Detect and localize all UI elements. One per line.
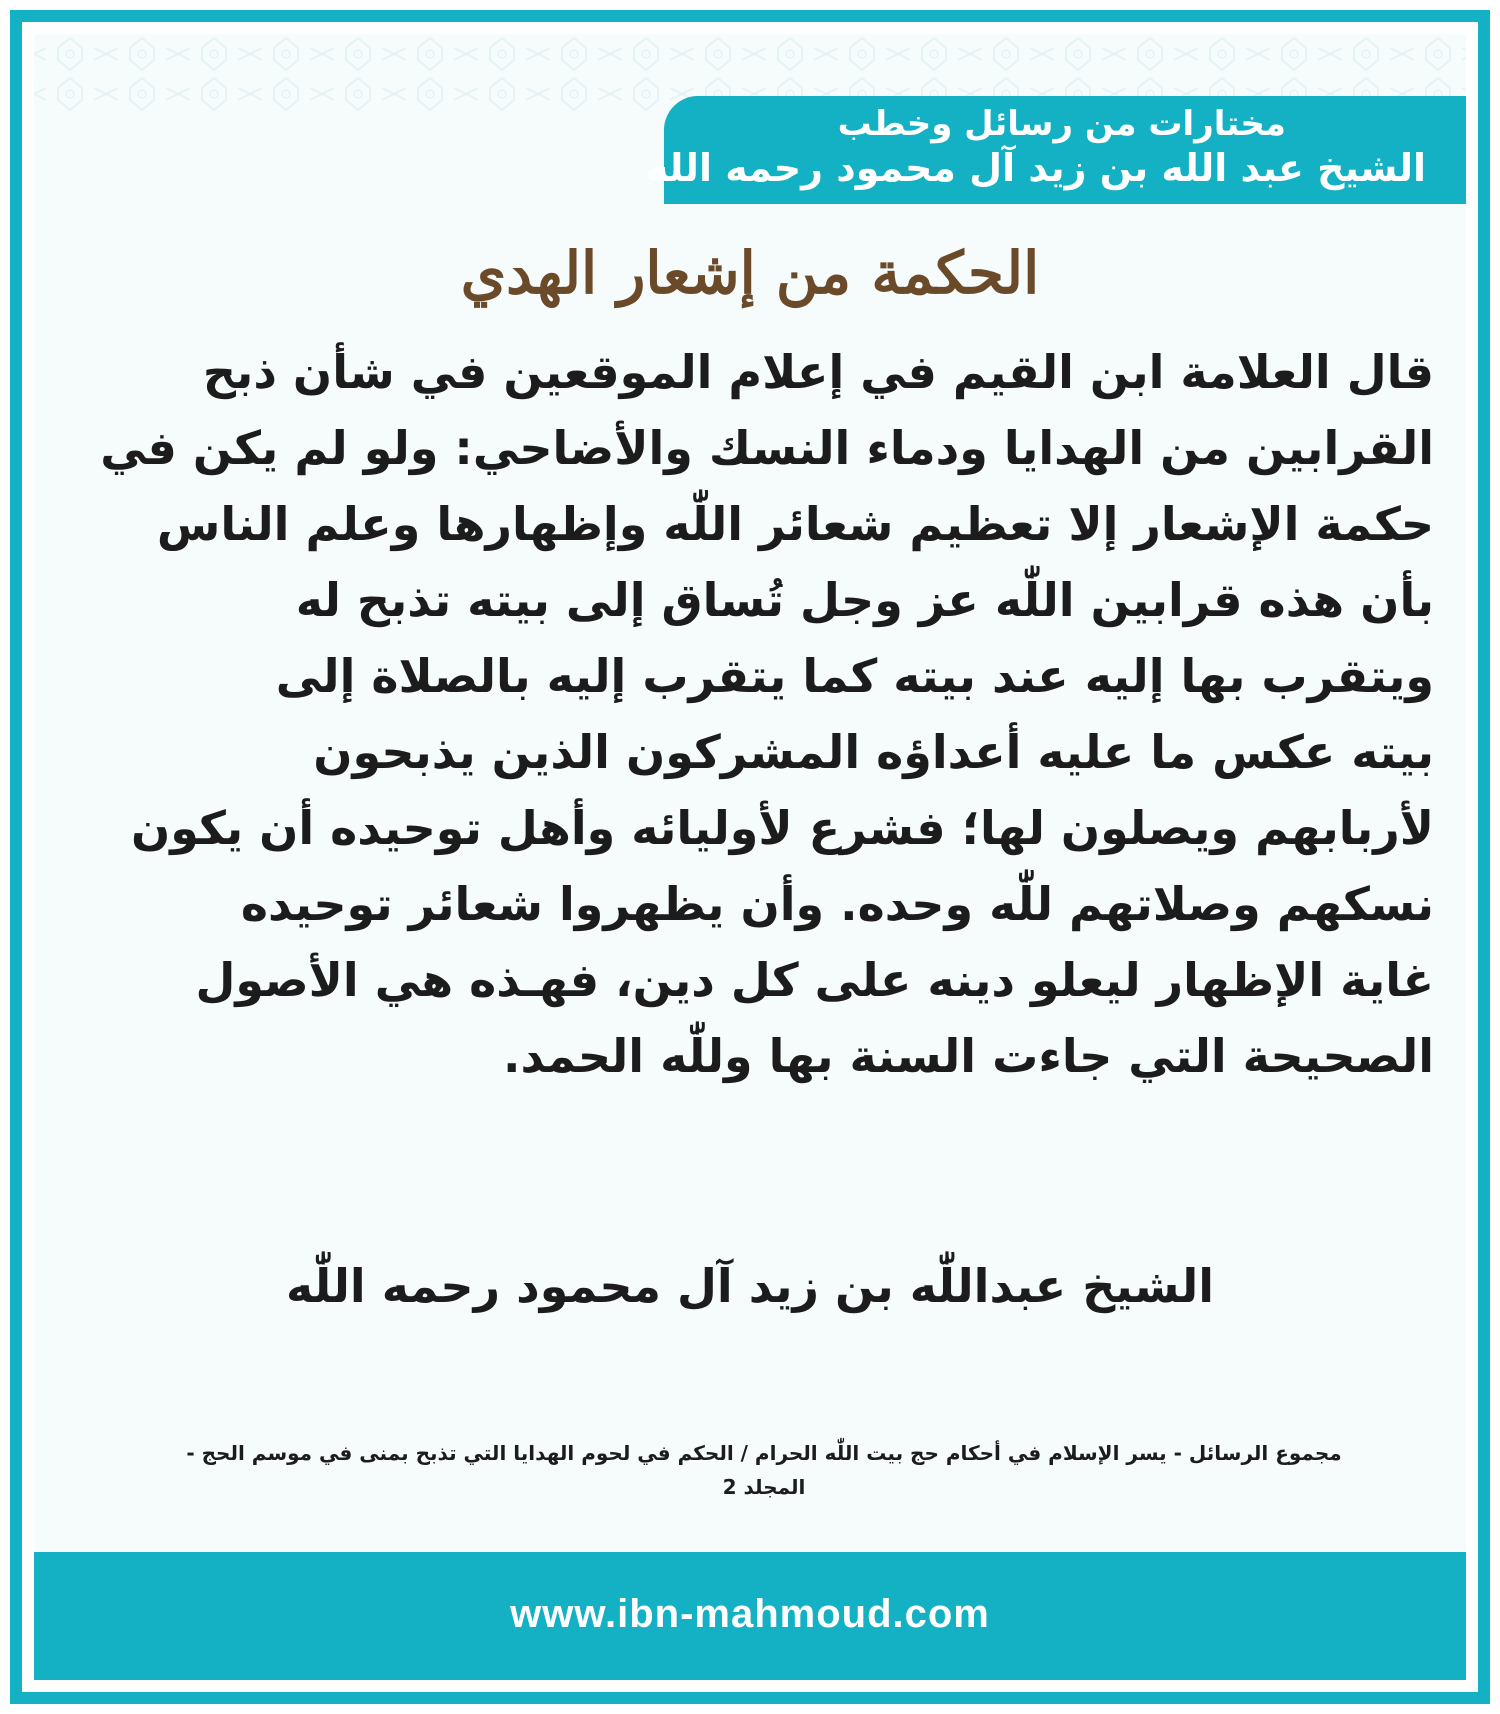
- header-author: الشيخ عبد الله بن زيد آل محمود رحمه الله: [646, 146, 1426, 190]
- body-line: الصحيحة التي جاءت السنة بها وللّٰه الحمد.: [502, 1029, 1434, 1083]
- page-title: الحكمة من إشعار الهدي: [460, 239, 1040, 307]
- body-line: نسكهم وصلاتهم للّٰه وحده. وأن يظهروا شعائر توحيده: [240, 877, 1434, 931]
- header-banner: [646, 96, 1466, 204]
- body-line: لأربابهم ويصلون لها؛ فشرع لأوليائه وأهل توحيده أن يكون: [130, 801, 1434, 855]
- body-line: القرابين من الهدايا ودماء النسك والأضاحي: ولو لم يكن في: [100, 421, 1434, 475]
- signature: الشيخ عبداللّٰه بن زيد آل محمود رحمه اللّٰه: [285, 1259, 1215, 1313]
- source-reference: [114, 1436, 1414, 1504]
- body-line: غاية الإظهار ليعلو دينه على كل دين، فهـذه هي الأصول: [195, 953, 1434, 1007]
- body-line: بيته عكس ما عليه أعداؤه المشركون الذين يذبحون: [313, 725, 1434, 779]
- reference-volume: المجلد 2: [722, 1475, 806, 1499]
- reference-line: مجموع الرسائل - يسر الإسلام في أحكام حج بيت اللّٰه الحرام / الحكم في لحوم الهدايا التي تذبح بمنى في موسم الحج -: [186, 1441, 1342, 1465]
- footer-bar: [34, 1552, 1466, 1680]
- content-card: [34, 34, 1466, 1680]
- website-link[interactable]: www.ibn-mahmoud.com: [510, 1592, 990, 1636]
- body-line: حكمة الإشعار إلا تعظيم شعائر اللّٰه وإظهارها وعلم الناس: [156, 497, 1434, 551]
- body-line: قال العلامة ابن القيم في إعلام الموقعين في شأن ذبح: [202, 345, 1434, 399]
- header-subtitle: مختارات من رسائل وخطب: [837, 104, 1286, 144]
- body-line: بأن هذه قرابين اللّٰه عز وجل تُساق إلى بيته تذبح له: [295, 573, 1434, 627]
- body-line: ويتقرب بها إليه عند بيته كما يتقرب إليه بالصلاة إلى: [275, 649, 1434, 703]
- body-text: [100, 334, 1434, 1094]
